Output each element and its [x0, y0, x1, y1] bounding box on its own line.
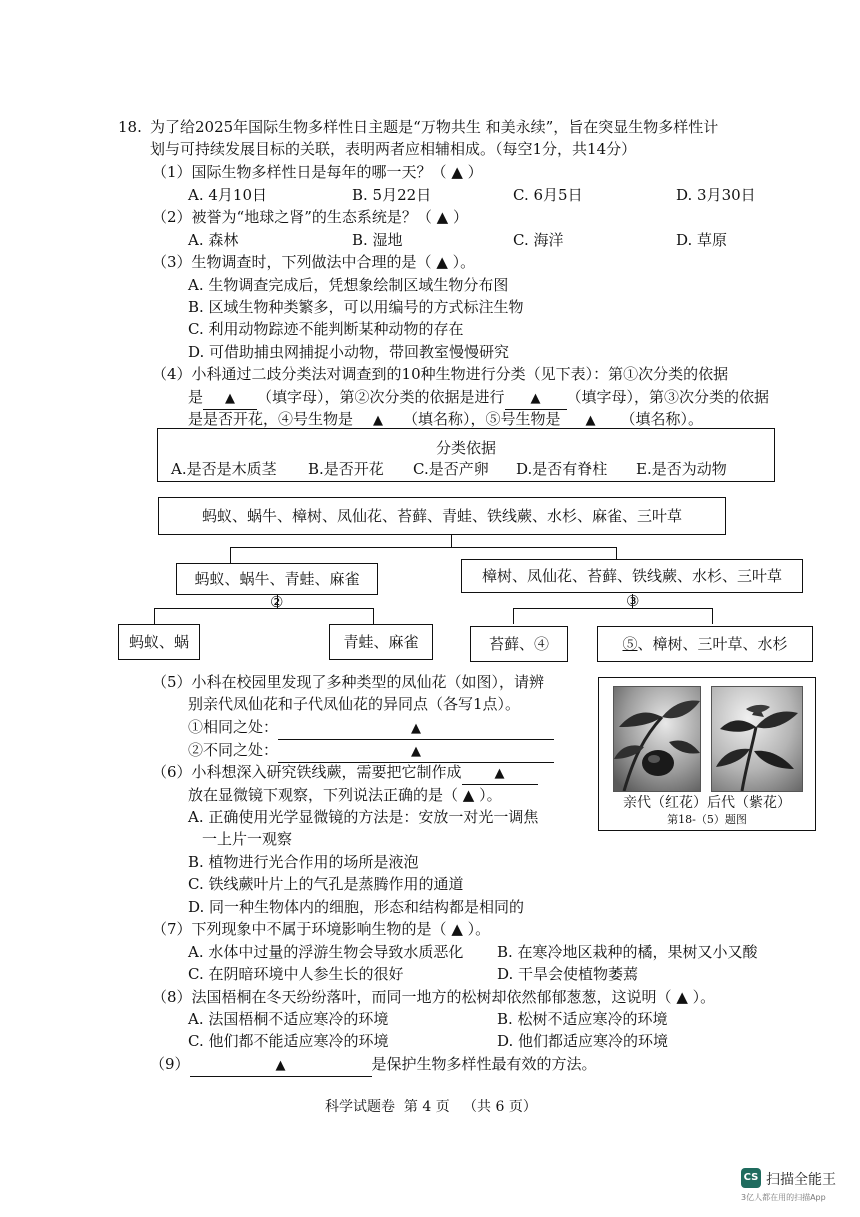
q6-option-d: D. 同一种生物体内的细胞，形态和结构都是相同的	[188, 898, 525, 916]
q4-line-1: （4）小科通过二歧分类法对调查到的10种生物进行分类（见下表）：第①次分类的依据	[152, 365, 729, 383]
blank-marker: ▲	[411, 721, 422, 736]
q8-option-a: A. 法国梧桐不适应寒冷的环境	[188, 1010, 389, 1028]
q3-option-a: A. 生物调查完成后，凭想象绘制区域生物分布图	[188, 276, 509, 294]
tree-left-box: 蚂蚁、蜗牛、青蛙、麻雀	[176, 563, 378, 595]
q5-line-1: （5）小科在校园里发现了多种类型的凤仙花（如图），请辨	[152, 673, 545, 691]
blank-marker: ▲	[494, 766, 505, 781]
q8-option-c: C. 他们都不能适应寒冷的环境	[188, 1032, 389, 1050]
q1-option-a: A. 4月10日	[188, 186, 267, 204]
q8-option-b: B. 松树不适应寒冷的环境	[497, 1010, 668, 1028]
tree-connector	[513, 608, 514, 624]
tree-right-box: 樟树、凤仙花、苔藓、铁线蕨、水杉、三叶草	[461, 559, 803, 593]
q6-option-b: B. 植物进行光合作用的场所是液泡	[188, 853, 419, 871]
q2-stem: （2）被誉为“地球之肾”的生态系统是？（ ▲ ）	[152, 208, 468, 226]
q1-option-d: D. 3月30日	[676, 186, 756, 204]
blank-marker: ▲	[373, 413, 384, 428]
q5-diff-label: ②不同之处：	[188, 741, 279, 759]
tree-mark-2: ②	[270, 593, 284, 611]
blank-marker: ▲	[275, 1058, 286, 1073]
q9-line	[150, 1054, 597, 1077]
q7-option-a: A. 水体中过量的浮游生物会导致水质恶化	[188, 943, 464, 961]
q8-option-d: D. 他们都适应寒冷的环境	[497, 1032, 669, 1050]
blank-marker: ▲	[225, 391, 236, 406]
q9-label: （9）	[150, 1055, 190, 1073]
q1-stem: （1）国际生物多样性日是每年的哪一天？（ ▲ ）	[152, 163, 483, 181]
tree-connector	[513, 608, 713, 609]
tree-connector	[230, 547, 616, 548]
criteria-b: B.是否开花	[308, 460, 384, 478]
q5-line-2: 别亲代凤仙花和子代凤仙花的异同点（各写1点）。	[188, 695, 521, 713]
q6-option-c: C. 铁线蕨叶片上的气孔是蒸腾作用的通道	[188, 875, 464, 893]
criteria-d: D.是否有脊柱	[516, 460, 608, 478]
q8-stem: （8）法国梧桐在冬天纷纷落叶，而同一地方的松树却依然郁郁葱葱，这说明（ ▲ ）。	[152, 988, 716, 1006]
classification-criteria-box	[157, 428, 775, 482]
q9-text: 是保护生物多样性最有效的方法。	[371, 1055, 597, 1073]
q7-option-b: B. 在寒冷地区栽种的橘，果树又小又酸	[497, 943, 758, 961]
q3-option-c: C. 利用动物踪迹不能判断某种动物的存在	[188, 320, 464, 338]
q6-blank[interactable]	[462, 762, 538, 785]
page-footer: 科学试题卷 第 4 页 （共 6 页）	[325, 1099, 537, 1115]
q5-same	[188, 717, 554, 740]
q7-option-c: C. 在阴暗环境中人参生长的很好	[188, 965, 404, 983]
q4-text: （填名称），⑤号生物是	[403, 410, 561, 428]
q6-line-1	[152, 762, 538, 785]
criteria-a: A.是否是木质茎	[171, 460, 277, 478]
scanner-app-name: 扫描全能王	[766, 1172, 836, 1188]
tree-leaf-2: 青蛙、麻雀	[329, 624, 433, 660]
blank-marker: ▲	[530, 391, 541, 406]
q3-option-b: B. 区域生物种类繁多，可以用编号的方式标注生物	[188, 298, 524, 316]
tree-leaf-4	[597, 626, 813, 662]
scanner-logo-icon: CS	[741, 1168, 761, 1188]
tree-root-box: 蚂蚁、蜗牛、樟树、凤仙花、苔藓、青蛙、铁线蕨、水杉、麻雀、三叶草	[158, 497, 726, 535]
tree-connector	[277, 594, 278, 608]
q7-stem: （7）下列现象中不属于环境影响生物的是（ ▲ ）。	[152, 920, 491, 938]
tree-connector	[373, 608, 374, 624]
q4-blank-1[interactable]	[203, 387, 257, 410]
tree-leaf-4-text: 、樟树、三叶草、水杉	[637, 635, 788, 653]
q2-option-c: C. 海洋	[513, 231, 564, 249]
q4-line-2	[188, 387, 769, 410]
q5-same-label: ①相同之处：	[188, 718, 279, 736]
q1-option-c: C. 6月5日	[513, 186, 583, 204]
q5-same-blank[interactable]	[278, 717, 554, 740]
parent-plant-image	[614, 687, 700, 791]
q2-option-d: D. 草原	[676, 231, 728, 249]
tree-connector	[154, 608, 155, 624]
q6-option-a: A. 正确使用光学显微镜的方法是：安放一对光一调焦	[188, 808, 539, 826]
q1-option-b: B. 5月22日	[352, 186, 432, 204]
q6-option-a-cont: 一上片一观察	[202, 830, 293, 848]
question-intro-line-1: 为了给2025年国际生物多样性日主题是“万物共生 和美永续”，旨在突显生物多样性计	[150, 118, 719, 136]
tree-connector	[712, 608, 713, 624]
tree-connector	[451, 535, 452, 547]
q4-text: （填名称）。	[620, 410, 704, 428]
tree-mark-5: ⑤	[622, 635, 638, 653]
tree-leaf-1: 蚂蚁、蜗	[118, 624, 200, 660]
q3-option-d: D. 可借助捕虫网捕捉小动物，带回教室慢慢研究	[188, 343, 510, 361]
scanner-tagline: 3亿人都在用的扫描App	[741, 1193, 826, 1202]
q9-blank[interactable]	[190, 1054, 372, 1077]
q6-text: （6）小科想深入研究铁线蕨，需要把它制作成	[152, 763, 462, 781]
figure-caption: 亲代（红花）后代（紫花）	[623, 795, 791, 811]
criteria-e: E.是否为动物	[636, 460, 727, 478]
q4-text: （填字母），第②次分类的依据是进行	[257, 388, 505, 406]
figure-frame	[598, 677, 816, 831]
tree-connector	[616, 547, 617, 559]
q4-text: 是是否开花，④号生物是	[188, 410, 354, 428]
q5-diff-blank[interactable]	[278, 740, 554, 763]
figure-label: 第18-（5）题图	[667, 813, 747, 826]
blank-marker: ▲	[411, 744, 422, 759]
q2-option-a: A. 森林	[188, 231, 239, 249]
question-number: 18.	[118, 118, 142, 136]
q3-stem: （3）生物调查时，下列做法中合理的是（ ▲ ）。	[152, 253, 476, 271]
tree-connector	[632, 594, 633, 608]
tree-leaf-3: 苔藓、④	[470, 626, 568, 662]
q5-diff	[188, 740, 554, 763]
q6-line-2: 放在显微镜下观察，下列说法正确的是（ ▲ ）。	[188, 786, 502, 804]
offspring-plant-image	[712, 687, 802, 791]
tree-connector	[230, 547, 231, 563]
q4-text: （填字母），第③次分类的依据	[566, 388, 770, 406]
tree-connector	[154, 608, 374, 609]
q2-option-b: B. 湿地	[352, 231, 403, 249]
criteria-c: C.是否产卵	[413, 460, 489, 478]
offspring-plant-photo	[711, 686, 803, 792]
question-intro-line-2: 划与可持续发展目标的关联，表明两者应相辅相成。（每空1分，共14分）	[150, 140, 637, 158]
q4-text: 是	[188, 388, 204, 406]
tree-mark-3: ③	[626, 592, 640, 610]
q7-option-d: D. 干旱会使植物萎蔫	[497, 965, 639, 983]
blank-marker: ▲	[585, 413, 596, 428]
criteria-title: 分类依据	[435, 439, 496, 457]
q4-blank-2[interactable]	[505, 387, 567, 410]
parent-plant-photo	[613, 686, 701, 792]
